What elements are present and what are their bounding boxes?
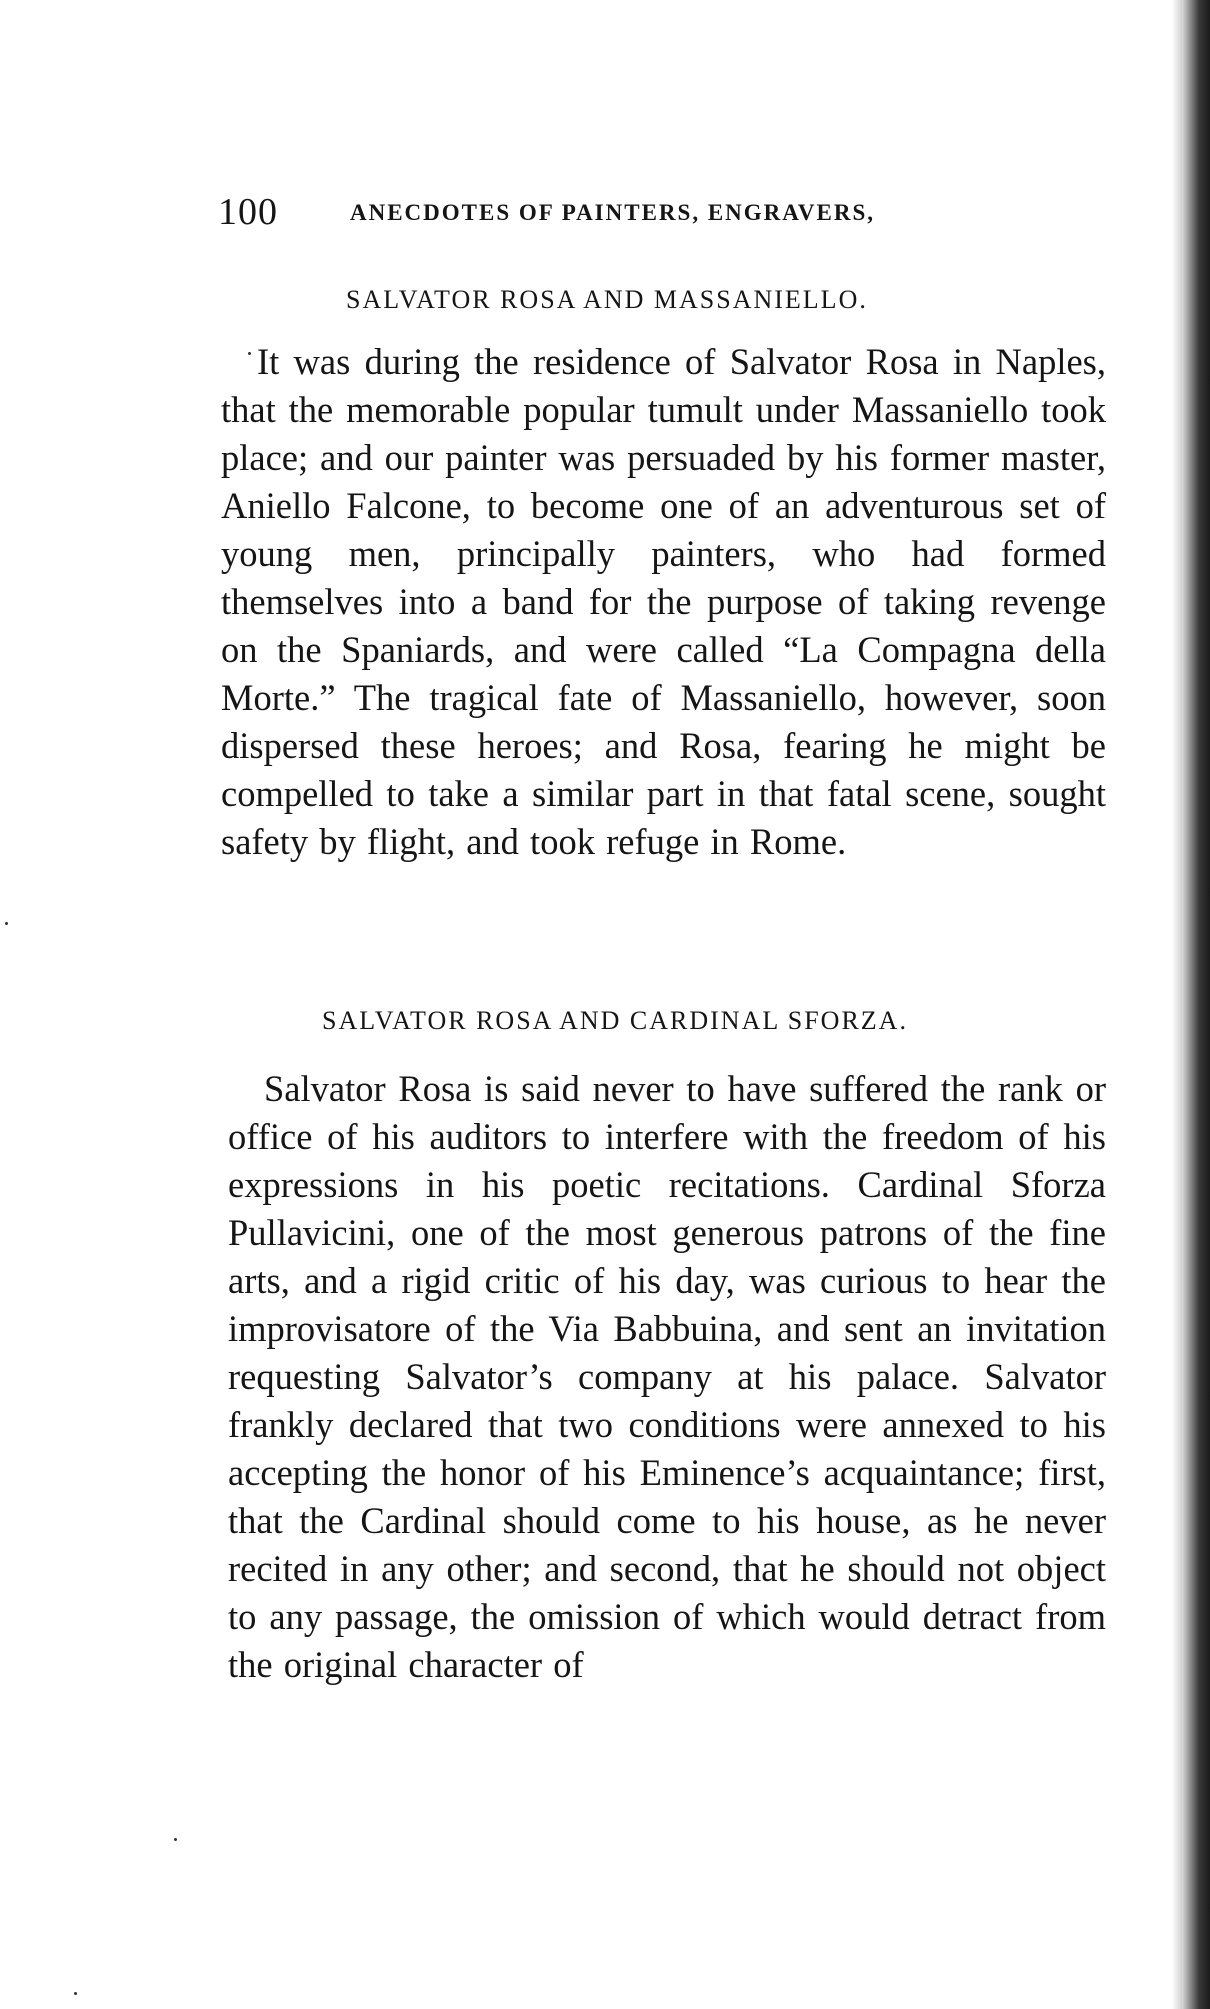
section-heading-cardinal-sforza: SALVATOR ROSA AND CARDINAL SFORZA. bbox=[322, 1006, 908, 1035]
page-edge-shadow bbox=[1172, 0, 1182, 2009]
paragraph-massaniello: It was during the residence of Salvator Rosa in Naples, that the memorable popular tumult under Massaniello took place; and our painter was persuaded by his former master, Aniello Falcone, to become one of an adventurous set of young men, principally painters, who had formed themselves into a band for the purpose of taking revenge on the Spaniards, and were called “La Compagna della Morte.” The tragical fate of Massaniello, however, soon dispersed these heroes; and Rosa, fearing he might be compelled to take a similar part in that fatal scene, sought safety by flight, and took refuge in Rome. bbox=[221, 341, 1106, 862]
scan-speck bbox=[248, 352, 251, 355]
scan-speck bbox=[5, 922, 8, 925]
page-edge bbox=[1182, 0, 1210, 2009]
page-number: 100 bbox=[218, 191, 278, 233]
scan-speck bbox=[74, 1992, 77, 1995]
paragraph-cardinal-sforza: Salvator Rosa is said never to have suffered the rank or office of his auditors to interfere with the freedom of his expressions in his poetic recitations. Cardinal Sforza Pullavicini, one of the most generous patrons of the fine arts, and a rigid critic of his day, was curious to hear the improvisatore of the Via Babbuina, and sent an invitation requesting Salvator’s company at his palace. Salvator frankly declared that two conditions were annexed to his accepting the honor of his Eminence’s acquaintance; first, that the Cardinal should come to his house, as he never recited in any other; and second, that he should not object to any passage, the omission of which would detract from the original character of bbox=[228, 1068, 1106, 1685]
running-head bbox=[218, 190, 1098, 240]
scan-speck bbox=[174, 1838, 177, 1841]
section-heading-massaniello: SALVATOR ROSA AND MASSANIELLO. bbox=[346, 285, 868, 314]
running-title: ANECDOTES OF PAINTERS, ENGRAVERS, bbox=[350, 200, 876, 225]
